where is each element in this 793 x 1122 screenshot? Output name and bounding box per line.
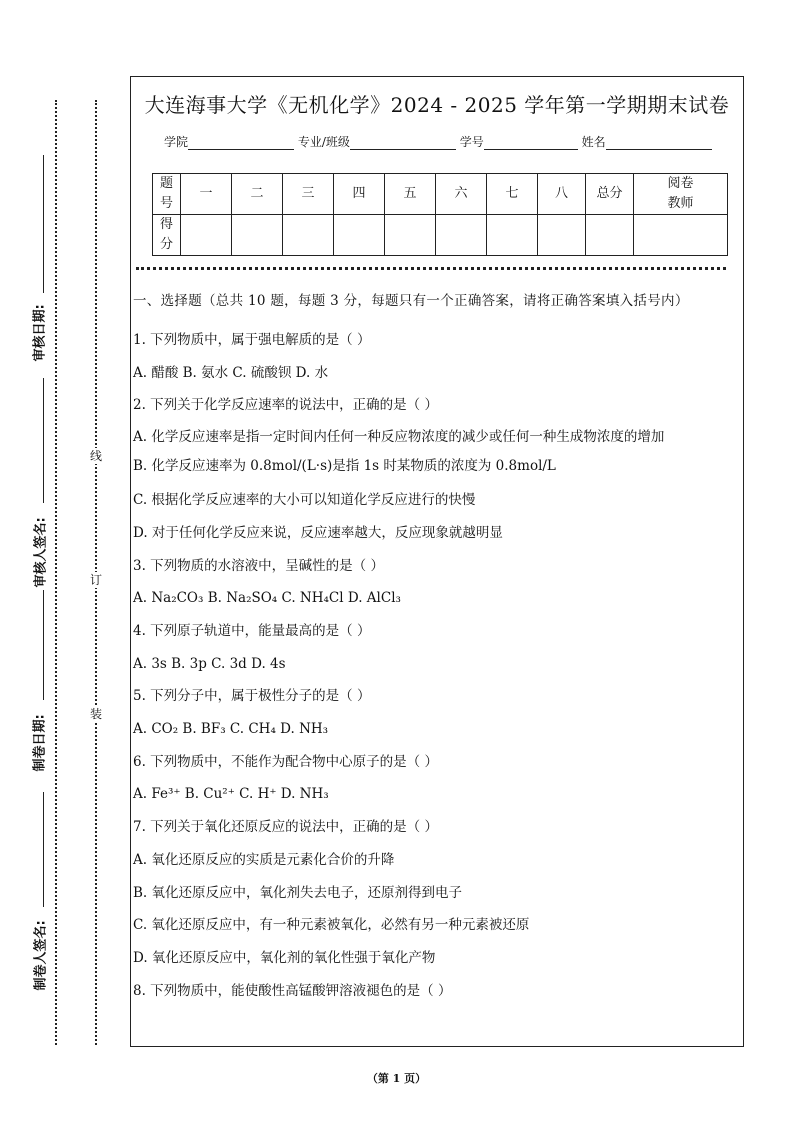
header-separator xyxy=(136,267,726,270)
reviewer-signature-label: 审核人签名: xyxy=(33,517,49,588)
question-stem: 2. 下列关于化学反应速率的说法中，正确的是（ ） xyxy=(133,397,438,414)
score-cell[interactable] xyxy=(487,215,538,256)
answer-option: C. 根据化学反应速率的大小可以知道化学反应进行的快慢 xyxy=(133,492,476,509)
score-cell[interactable] xyxy=(634,215,728,256)
score-col-grader: 阅卷 教师 xyxy=(634,174,728,215)
score-cell[interactable] xyxy=(283,215,334,256)
name-label: 姓名 xyxy=(581,135,606,149)
answer-option: A. 3s B. 3p C. 3d D. 4s xyxy=(133,655,286,672)
score-cell[interactable] xyxy=(334,215,385,256)
score-row-label: 得 分 xyxy=(153,215,181,256)
answer-option: C. 氧化还原反应中，有一种元素被氧化，必然有另一种元素被还原 xyxy=(133,917,530,934)
name-field[interactable] xyxy=(606,137,712,150)
score-col-3: 三 xyxy=(283,174,334,215)
student-id-field[interactable] xyxy=(484,137,578,150)
compiler-signature-label: 制卷人签名: xyxy=(33,920,49,991)
major-class-field[interactable] xyxy=(350,137,456,150)
score-col-5: 五 xyxy=(385,174,436,215)
answer-option: A. 醋酸 B. 氨水 C. 硫酸钡 D. 水 xyxy=(133,364,329,381)
score-cell[interactable] xyxy=(385,215,436,256)
score-col-6: 六 xyxy=(436,174,487,215)
reviewer-signature-line xyxy=(43,378,44,503)
binding-char-bind: 装 xyxy=(89,707,102,721)
binding-dotted-line-outer xyxy=(55,100,57,1045)
score-cell[interactable] xyxy=(181,215,232,256)
compiler-signature-line xyxy=(43,792,44,907)
college-field[interactable] xyxy=(188,137,294,150)
score-col-2: 二 xyxy=(232,174,283,215)
answer-option: D. 对于任何化学反应来说，反应速率越大，反应现象就越明显 xyxy=(133,524,503,541)
score-table xyxy=(152,173,728,256)
compile-date-label: 制卷日期: xyxy=(32,714,48,772)
review-date-line xyxy=(43,155,44,293)
score-table-header-label: 题 号 xyxy=(153,174,181,215)
score-col-total: 总分 xyxy=(586,174,634,215)
answer-option: A. 氧化还原反应的实质是元素化合价的升降 xyxy=(133,851,395,868)
score-cell[interactable] xyxy=(538,215,586,256)
college-label: 学院 xyxy=(164,135,189,149)
compile-date-line xyxy=(43,590,44,700)
answer-option: B. 化学反应速率为 0.8mol/(L·s)是指 1s 时某物质的浓度为 0.8mol/L xyxy=(133,458,556,475)
answer-option: A. Na₂CO₃ B. Na₂SO₄ C. NH₄Cl D. AlCl₃ xyxy=(133,590,401,607)
question-stem: 4. 下列原子轨道中，能量最高的是（ ） xyxy=(133,622,371,639)
student-id-label: 学号 xyxy=(459,135,484,149)
question-stem: 6. 下列物质中，不能作为配合物中心原子的是（ ） xyxy=(133,753,438,770)
score-cell[interactable] xyxy=(232,215,283,256)
page-number: （第 1 页） xyxy=(366,1072,427,1085)
binding-char-staple: 订 xyxy=(89,573,102,587)
question-stem: 8. 下列物质中，能使酸性高锰酸钾溶液褪色的是（ ） xyxy=(133,982,452,999)
score-col-1: 一 xyxy=(181,174,232,215)
answer-option: D. 氧化还原反应中，氧化剂的氧化性强于氧化产物 xyxy=(133,949,436,966)
score-cell[interactable] xyxy=(586,215,634,256)
answer-option: A. CO₂ B. BF₃ C. CH₄ D. NH₃ xyxy=(133,721,329,738)
answer-option: A. 化学反应速率是指一定时间内任何一种反应物浓度的减少或任何一种生成物浓度的增加 xyxy=(133,429,665,446)
section-heading: 一、选择题（总共 10 题，每题 3 分，每题只有一个正确答案，请将正确答案填入括号内） xyxy=(133,293,689,309)
score-col-4: 四 xyxy=(334,174,385,215)
question-stem: 7. 下列关于氧化还原反应的说法中，正确的是（ ） xyxy=(133,819,438,836)
binding-char-line: 线 xyxy=(89,449,102,463)
question-body xyxy=(133,290,743,1007)
score-col-8: 八 xyxy=(538,174,586,215)
question-stem: 3. 下列物质的水溶液中，呈碱性的是（ ） xyxy=(133,557,384,574)
student-info-row xyxy=(164,133,712,150)
major-class-label: 专业/班级 xyxy=(297,135,350,149)
review-date-label: 审核日期: xyxy=(32,304,48,362)
answer-option: A. Fe³⁺ B. Cu²⁺ C. H⁺ D. NH₃ xyxy=(133,786,329,803)
score-col-7: 七 xyxy=(487,174,538,215)
answer-option: B. 氧化还原反应中，氧化剂失去电子，还原剂得到电子 xyxy=(133,884,463,901)
question-stem: 1. 下列物质中，属于强电解质的是（ ） xyxy=(133,332,371,348)
question-list xyxy=(133,324,743,1007)
question-stem: 5. 下列分子中，属于极性分子的是（ ） xyxy=(133,688,371,705)
score-cell[interactable] xyxy=(436,215,487,256)
exam-title: 大连海事大学《无机化学》2024 - 2025 学年第一学期期末试卷 xyxy=(144,93,730,117)
